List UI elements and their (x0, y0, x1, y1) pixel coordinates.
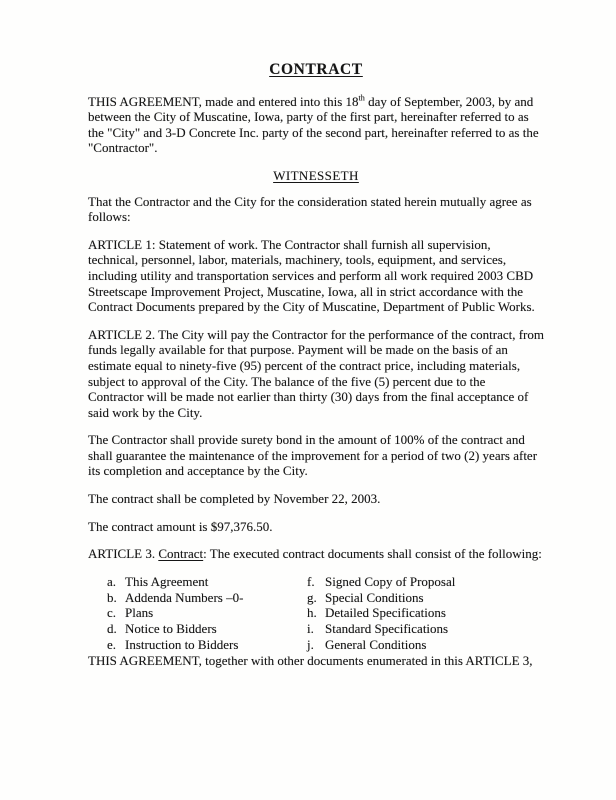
list-item-letter: g. (307, 589, 317, 605)
witnesseth-heading: WITNESSETH (273, 167, 359, 183)
list-item-letter: f. (307, 573, 315, 589)
list-item-text: Standard Specifications (325, 621, 449, 637)
list-item-text: Instruction to Bidders (125, 637, 239, 653)
list-item-text: Signed Copy of Proposal (325, 573, 456, 589)
article2-paragraph: ARTICLE 2. The City will pay the Contractor for the performance of the contract, from funds legally available for that purpose. Payment will be made on the basis of an estimate equal to ninety-five (95) percent of the contract price, including materials, subject to approval of the City. The balance of the five (5) percent due to the Contractor will be made not earlier than thirty (30) days from the final acceptance of said work by the City. (88, 326, 545, 420)
witnesseth-paragraph: That the Contractor and the City for the consideration stated herein mutually agree as follows: (88, 193, 532, 225)
closing-line: THIS AGREEMENT, together with other documents enumerated in this ARTICLE 3, (88, 652, 533, 668)
list-item-letter: c. (107, 605, 117, 621)
contract-documents-left-column (107, 574, 307, 653)
list-item-letter: b. (107, 589, 117, 605)
completion-date-line: The contract shall be completed by November 22, 2003. (88, 491, 381, 507)
contract-amount-line: The contract amount is $97,376.50. (88, 518, 273, 534)
list-item (307, 605, 544, 621)
list-item-text: Detailed Specifications (325, 605, 446, 621)
list-item (107, 574, 307, 590)
list-item-text: Notice to Bidders (125, 621, 217, 637)
list-item (307, 590, 544, 606)
list-item-text: General Conditions (325, 637, 427, 653)
contract-documents-right-column (307, 574, 544, 653)
article3-line (88, 546, 544, 562)
list-item-text: Special Conditions (325, 589, 424, 605)
list-item-text: This Agreement (125, 573, 209, 589)
surety-bond-paragraph: The Contractor shall provide surety bond in the amount of 100% of the contract and shall guarantee the maintenance of the improvement for a period of two (2) years after its completion and acceptance by the City. (88, 432, 538, 479)
list-item (307, 637, 544, 653)
document-title: CONTRACT (269, 61, 363, 78)
list-item-letter: i. (307, 621, 314, 637)
list-item-letter: d. (107, 621, 117, 637)
list-item-letter: h. (307, 605, 317, 621)
list-item (307, 574, 544, 590)
article3-underlined-word: Contract (158, 546, 204, 562)
intro-after-day: day of September, 2003, by and between the City of Muscatine, Iowa, party of the first part, hereinafter referred to as the "City" and 3-D Concrete Inc. party of the second part, hereinafter referred to as the "Contractor". (88, 93, 539, 156)
list-item-letter: j. (307, 637, 314, 653)
contract-documents-list (107, 574, 544, 653)
list-item-text: Addenda Numbers –0- (125, 589, 244, 605)
list-item-letter: e. (107, 637, 117, 653)
article1-paragraph: ARTICLE 1: Statement of work. The Contractor shall furnish all supervision, technical, personnel, labor, materials, machinery, tools, equipment, and services, including utility and transportation services and perform all work required 2003 CBD Streetscape Improvement Project, Muscatine, Iowa, all in strict accordance with the Contract Documents prepared by the City of Muscatine, Department of Public Works. (88, 236, 535, 315)
list-item (107, 637, 307, 653)
list-item (107, 590, 307, 606)
list-item (107, 621, 307, 637)
list-item (107, 605, 307, 621)
list-item-text: Plans (125, 605, 154, 621)
intro-paragraph (88, 94, 544, 156)
article3-suffix: : The executed contract documents shall consist of the following: (203, 546, 542, 562)
article3-prefix: ARTICLE 3. (88, 546, 159, 562)
list-item-letter: a. (107, 573, 117, 589)
list-item (307, 621, 544, 637)
intro-before-day: THIS AGREEMENT, made and entered into this 18 (88, 93, 359, 109)
ordinal-suffix: th (358, 93, 365, 103)
